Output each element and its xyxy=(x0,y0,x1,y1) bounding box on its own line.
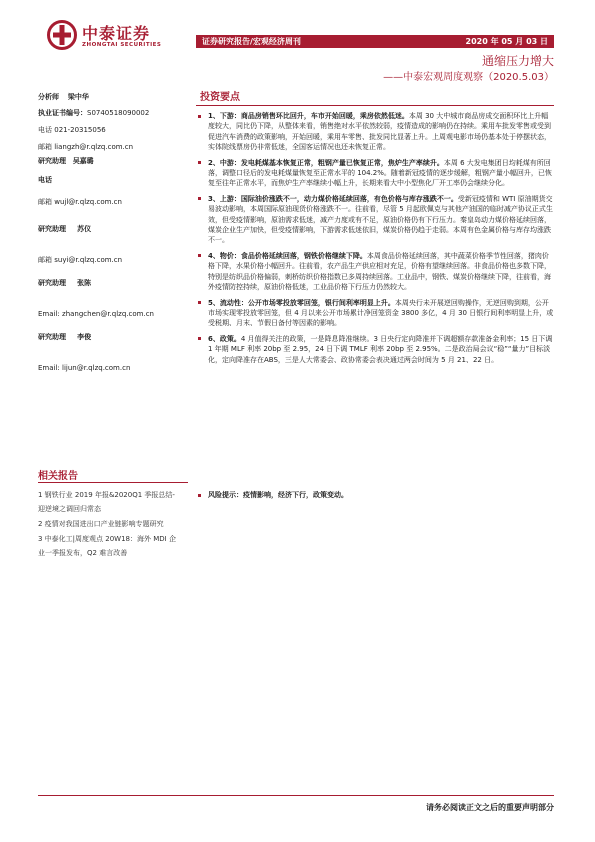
author-email: wujl@r.qlzq.com.cn xyxy=(54,198,122,206)
bullet-square-icon xyxy=(198,301,201,304)
summary-section xyxy=(196,88,554,370)
summary-bullet: 1、下游：商品房销售环比回升，车市开始回暖，乘房依然低迷。本周 30 大中城市商品房成交面积环比上升幅度较大，同比仍下降，从整体来看，销售绝对水平依然较弱，疫情造成的影响仍在持续。乘用车批发零售或受到促进汽车消费的政策影响，开始回暖，乘用车零售、批发同比显著上升。上周观电影市场仍基本处于停摆状态，实体院线票房仍非常低迷，全国客运情况也还未恢复正常。 xyxy=(196,111,554,153)
summary-bullet: 6、政策。4 月值得关注的政策，一是降息降准继续。3 日央行定向降准并下调超额存款准备金利率；15 日下调 1 年期 MLF 利率 20bp 至 2.95，24 日下调 TMLF 利率 20bp 至 2.95%。二是政治局会议“稳”“量力”目标淡化，定向降准存在ABS，三是人大常委会、政协常委会表决通过两会时间为 5 月 21、22 日。 xyxy=(196,334,554,365)
author-email-row[interactable]: Email: zhangchen@r.qlzq.com.cn xyxy=(38,310,154,318)
risk-label: 风险提示： xyxy=(208,491,243,499)
author-email-row[interactable]: 邮箱 liangzh@r.qlzq.com.cn xyxy=(38,143,134,151)
related-divider xyxy=(38,482,188,483)
author-email-row[interactable]: Email: lijun@r.qlzq.com.cn xyxy=(38,364,131,372)
related-report-link[interactable]: 2 疫情对我国进出口产业链影响专题研究 xyxy=(38,520,164,528)
risk-warning xyxy=(196,490,566,500)
related-reports-list xyxy=(38,488,180,561)
author-cert-row: 执业证书编号：S0740518090002 xyxy=(38,109,150,117)
cert-number: S0740518090002 xyxy=(87,109,150,117)
author-email-row[interactable]: 邮箱 wujl@r.qlzq.com.cn xyxy=(38,198,122,206)
author-role-row: 研究助理 张陈 xyxy=(38,279,92,287)
bullet-square-icon xyxy=(198,161,201,164)
author-block xyxy=(38,156,188,207)
author-block xyxy=(38,332,188,373)
bullet-square-icon xyxy=(198,494,201,497)
author-phone-row: 电话 021-20315056 xyxy=(38,126,106,134)
bullet-square-icon xyxy=(198,254,201,257)
footer-disclaimer: 请务必阅读正文之后的重要声明部分 xyxy=(426,803,554,812)
author-role-row: 研究助理 苏仪 xyxy=(38,225,92,233)
brand-name-cn: 中泰证券 xyxy=(82,24,151,43)
bullet-square-icon xyxy=(198,115,201,118)
related-report-link[interactable]: 3 中泰化工|周度观点 20W18：海外 MDI 企业一季报发布，Q2 难言改善 xyxy=(38,535,176,557)
summary-bullet: 5、流动性：公开市场零投放零回笼，银行间利率明显上升。本周央行未开展逆回购操作，无逆回购到期，公开市场实现零投放零回笼，但 4 月以来公开市场累计净回笼资金 3800 多亿，4 月 30 日银行间利率明显上升，或受税期、月末、节假日备付等因素的影响。 xyxy=(196,298,554,329)
footer-divider xyxy=(38,795,554,796)
summary-bullets xyxy=(196,111,554,365)
company-logo xyxy=(47,20,187,60)
author-block xyxy=(38,224,188,265)
summary-bullet: 3、上游：国际油价涨跌不一，动力煤价格延续回落，有色价格与库存涨跌不一。受新冠疫情和 WTI 原油期货交易波动影响，本周国际原油现货价格涨跌不一。往前看，尽管 5 月起欧佩克与其他产油国的临时减产协议正式生效，但受疫情影响，原油需求低迷，减产力度或有不足，原油价格仍有下行压力。秦皇岛动力煤价格延续回落，煤炭企业生产加快，但受疫情影响，下游需求低迷依旧，煤炭价格仍趋于走弱。本周有色金属价格与库存均涨跌不一。 xyxy=(196,194,554,246)
author-block xyxy=(38,92,188,152)
report-date: 2020 年 05 月 03 日 xyxy=(465,37,548,46)
author-name: 梁中华 xyxy=(67,93,89,101)
author-phone-row: 电话 xyxy=(38,176,52,184)
author-email-row[interactable]: 邮箱 suyi@r.qlzq.com.cn xyxy=(38,256,123,264)
report-title: 通缩压力增大 xyxy=(481,54,554,68)
brand-name-en: ZHONGTAI SECURITIES xyxy=(82,42,162,48)
header-bar xyxy=(196,35,554,48)
author-role-row: 研究助理 吴嘉璐 xyxy=(38,157,94,165)
author-email: liangzh@r.qlzq.com.cn xyxy=(54,143,134,151)
author-block xyxy=(38,278,188,319)
related-report-link[interactable]: 1 钢铁行业 2019 年报&2020Q1 季报总结-迎逆境之调回归常态 xyxy=(38,491,175,513)
report-category: 证券研究报告/宏观经济周刊 xyxy=(202,37,301,46)
related-reports-heading: 相关报告 xyxy=(38,471,78,482)
author-name: 苏仪 xyxy=(77,225,92,233)
author-email: zhangchen@r.qlzq.com.cn xyxy=(62,310,154,318)
logo-emblem-icon xyxy=(47,20,77,50)
bullet-square-icon xyxy=(198,197,201,200)
bullet-square-icon xyxy=(198,337,201,340)
author-email: lijun@r.qlzq.com.cn xyxy=(62,364,131,372)
author-phone: 021-20315056 xyxy=(54,126,106,134)
report-subtitle: ——中泰宏观周度观察（2020.5.03） xyxy=(383,72,554,83)
author-name: 吴嘉璐 xyxy=(72,157,94,165)
risk-text: 疫情影响，经济下行，政策变动。 xyxy=(243,491,348,499)
author-name: 李俊 xyxy=(77,333,92,341)
author-email: suyi@r.qlzq.com.cn xyxy=(54,256,123,264)
author-role-row: 分析师 梁中华 xyxy=(38,93,89,101)
summary-bullet: 4、物价：食品价格延续回落，钢铁价格继续下降。本周食品价格延续回落，其中蔬菜价格季节性回落，猪肉价格下降，水果价格小幅回升。往前看，农产品生产供应相对充足，价格有望继续回落。非食品价格也多数下降，特别是纺织品价格偏弱，刺桥纺织价格指数已多周持续回落。工业品中，钢铁、煤炭价格继续下降，往前看，海外疫情防控持续，原油价格低迷，工业品价格下行压力仍然较大。 xyxy=(196,251,554,293)
author-role-row: 研究助理 李俊 xyxy=(38,333,92,341)
summary-heading: 投资要点 xyxy=(196,88,554,106)
author-name: 张陈 xyxy=(77,279,92,287)
summary-bullet: 2、中游：发电耗煤基本恢复正常，粗钢产量已恢复正常，焦炉生产率续升。本周 6 大发电集团日均耗煤有所回落，调整口径后的发电耗煤量恢复至正常水平的 104.2%。随着新冠疫情的逐步缓解，粗钢产量小幅回升，已恢复至往年正常水平，而焦炉生产率继续小幅上升，长期来看大中小型焦化厂开工率仍会继续分化。 xyxy=(196,158,554,189)
